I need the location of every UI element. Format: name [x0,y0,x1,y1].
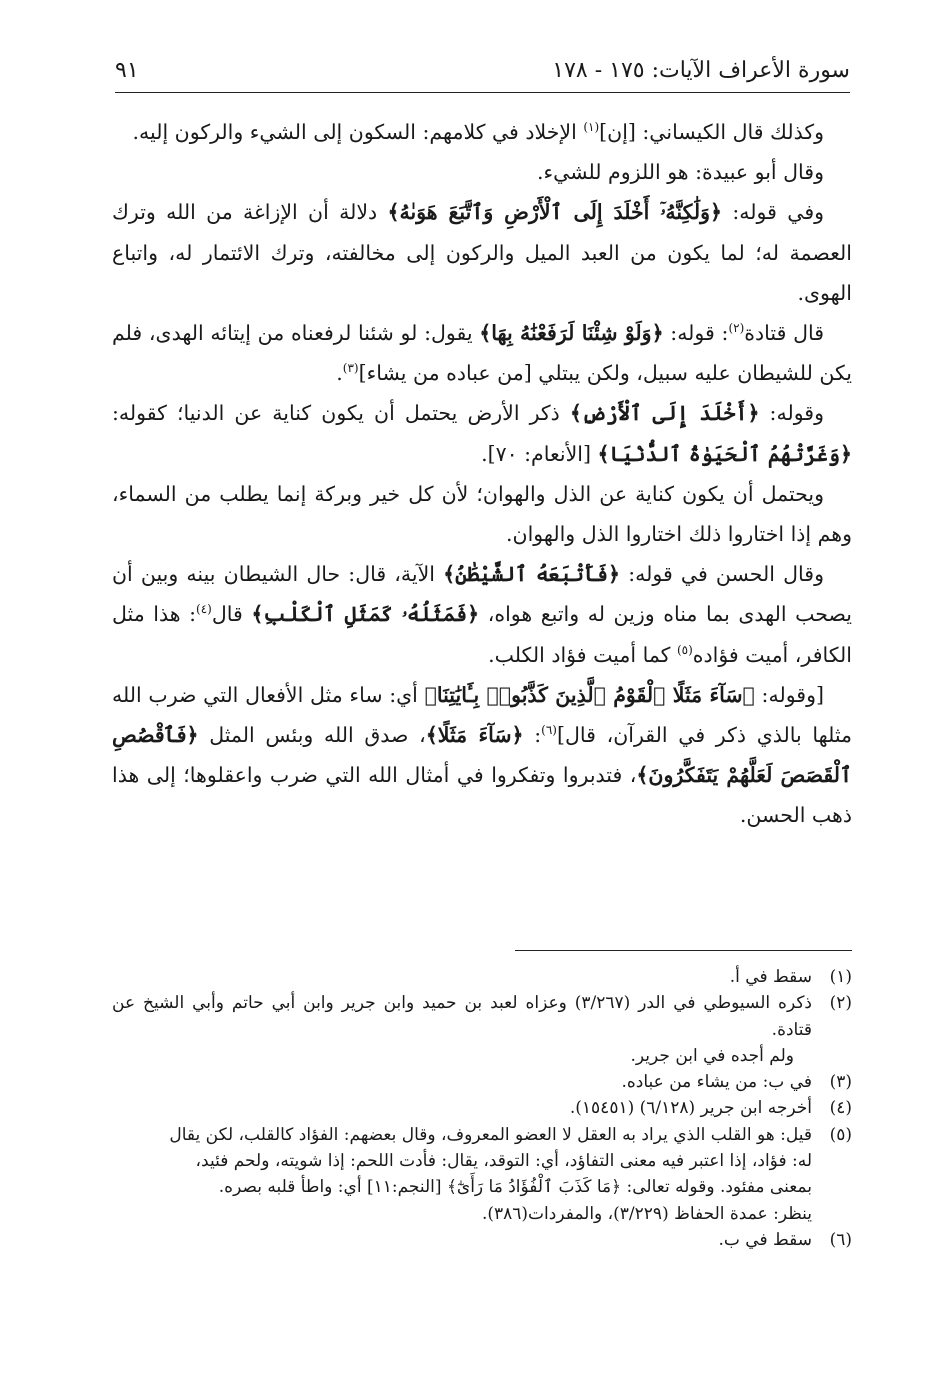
text-run: وكذلك قال الكيساني: [إن] [599,120,824,144]
footnote-line: ذكره السيوطي في الدر (٣/٢٦٧) وعزاه لعبد بن حميد وابن جرير وابن أبي حاتم وأبي الشيخ عن قتادة. [112,993,812,1040]
footnote-ref[interactable]: (٥) [676,642,693,657]
footnote [112,964,852,990]
paragraph [112,112,852,152]
footnote-ref[interactable]: (١) [583,120,600,135]
text-run: الآية، قال: حال الشيطان بينه وبين أن يصحب الهدى بما مناه وزين له واتبع هواه، [112,562,852,627]
quran-quote: ﴿وَلَوْ شِئْنَا لَرَفَعْنَٰهُ بِهَا﴾ [479,321,664,346]
text-run: ويحتمل أن يكون كناية عن الذل والهوان؛ لأن كل خير وبركة إنما يطلب من السماء، وهم إذا اختاروا ذلك اختاروا الذل والهوان. [112,481,852,547]
quran-quote: ﴿وَغَرَّتْهُمُ ٱلْحَيَوٰةُ ٱلدُّنْيَا﴾ [597,441,852,466]
quran-quote: ﴿وَلَٰكِنَّهُۥٓ أَخْلَدَ إِلَى ٱلْأَرْضِ وَٱتَّبَعَ هَوَىٰهُ﴾ [387,200,723,225]
footnote [112,1095,852,1121]
text-run: وقوله: [759,401,824,426]
text-run: كما أميت فؤاد الكلب. [488,642,677,667]
footnote-line: سقط في أ. [729,967,812,987]
text-run: ذكر الأرض يحتمل أن يكون كناية عن الدنيا؛ كقوله: [112,401,570,426]
footnote [112,1122,852,1227]
quran-quote: ﴿فَٱقْصُصِ ٱلْقَصَصَ لَعَلَّهُمْ يَتَفَكَّرُونَ﴾ [112,723,852,788]
footnote-text [112,1227,812,1253]
text-run: قال [211,602,252,627]
page-number: ٩١ [115,58,139,83]
footnote-number: (٢) [829,993,852,1014]
footnote-text [112,964,812,990]
text-run: أي: ساء مثل الأفعال التي ضرب الله مثلها بالذي ذكر في القرآن، قال] [112,682,853,748]
footnote-ref[interactable]: (٢) [728,321,745,336]
footnote-line: ينظر: عمدة الحفاظ (٣/٢٢٩)، والمفردات(٣٨٦). [481,1203,812,1224]
footnote-text [112,1095,812,1121]
text-run: . [336,361,343,386]
footnote-separator [515,950,852,951]
text-run: : [523,723,542,748]
quran-quote: ﴿أَخْلَدَ إِلَى ٱلْأَرْضِ﴾ [569,401,760,426]
running-header [115,52,850,93]
paragraph [112,192,852,313]
quran-quote: ﴿سَآءَ مَثَلًا﴾ [425,723,524,748]
text-run: وفي قوله: [722,200,825,225]
text-run: دلالة أن الإزاغة من الله وترك العصمة له؛ لما يكون من العبد الميل والركون إلى مخالفته، وترك الائتمار له، واتباع الهوى. [112,200,852,305]
footnotes [112,964,852,1253]
footnote-ref[interactable]: (٤) [196,602,212,617]
footnote-number: (٥) [829,1124,852,1145]
quran-quote: ﴿فَمَثَلُهُۥ كَمَثَلِ ٱلْكَلْبِ﴾ [251,602,480,627]
text-run: وقال الحسن في قوله: [620,562,824,587]
text-run: : هذا مثل الكافر، أميت فؤاده [112,602,852,667]
footnote [112,1227,852,1253]
quran-quote: ﴿سَآءَ مَثَلًا ٱلْقَوْمُ ٱلَّذِينَ كَذَّبُوا۟ بِـَٔايَٰتِنَا﴾ [424,682,755,707]
footnote-number: (٤) [829,1098,852,1119]
footnote-number: (١) [829,967,852,987]
footnote-line: أخرجه ابن جرير (٦/١٢٨) (١٥٤٥١). [569,1098,812,1119]
paragraph [112,675,852,836]
footnote-text [112,1122,812,1227]
header-title: سورة الأعراف الآيات: ١٧٥ - ١٧٨ [552,58,850,83]
text-run: قال قتادة [744,321,825,346]
footnote-number: (٣) [829,1072,852,1093]
text-run: : قوله: [663,321,729,346]
footnote-line: له: فؤاد، إذا اعتبر فيه معنى التفاؤد، أي: التوقد، يقال: فأدت اللحم: إذا شويته، ولحم فئيد، [195,1151,812,1172]
text-run: ، صدق الله وبئس المثل [198,723,426,748]
paragraph [112,152,852,192]
footnote-line: قيل: هو القلب الذي يراد به العقل لا العضو المعروف، وقال بعضهم: الفؤاد كالقلب، لكن يقال [169,1124,812,1145]
paragraph [112,474,852,554]
footnote-text [112,1069,812,1095]
text-run: [وقوله: [754,682,824,707]
text-run: وقال أبو عبيدة: هو اللزوم للشيء. [536,160,824,185]
paragraph [112,554,852,675]
footnote-line: في ب: من يشاء من عباده. [621,1072,812,1093]
footnote-ref[interactable]: (٦) [541,723,557,738]
paragraph [112,313,852,393]
footnote-number: (٦) [829,1229,852,1250]
footnote [112,1069,852,1095]
text-run: [الأنعام: ٧٠]. [481,441,598,466]
paragraph [112,393,852,473]
footnote-text [112,990,812,1069]
quran-quote: ﴿فَأَتْبَعَهُ ٱلشَّيْطَٰنُ﴾ [443,562,621,587]
text-run: الإخلاد في كلامهم: السكون إلى الشيء والركون إليه. [132,120,584,144]
text-run: ، فتدبروا وتفكروا في أمثال الله التي ضرب واعقلوها؛ إلى هذا ذهب الحسن. [112,763,852,828]
footnote-line: بمعنى مفئود. وقوله تعالى: ﴿مَا كَذَبَ ٱلْفُؤَادُ مَا رَأَىٰٓ﴾ [النجم:١١] أي: واطأ قلبه بصره. [218,1177,812,1198]
footnote-ref[interactable]: (٣) [342,361,359,376]
footnote [112,990,852,1069]
text-run: يقول: لو شئنا لرفعناه من إيتائه الهدى، فلم يكن للشيطان عليه سبيل، ولكن يبتلي [من عباده من يشاء] [112,321,852,386]
main-text [112,112,852,836]
footnote-line: سقط في ب. [718,1229,812,1250]
footnote-subnote: ولم أجده في ابن جرير. [630,1045,794,1066]
